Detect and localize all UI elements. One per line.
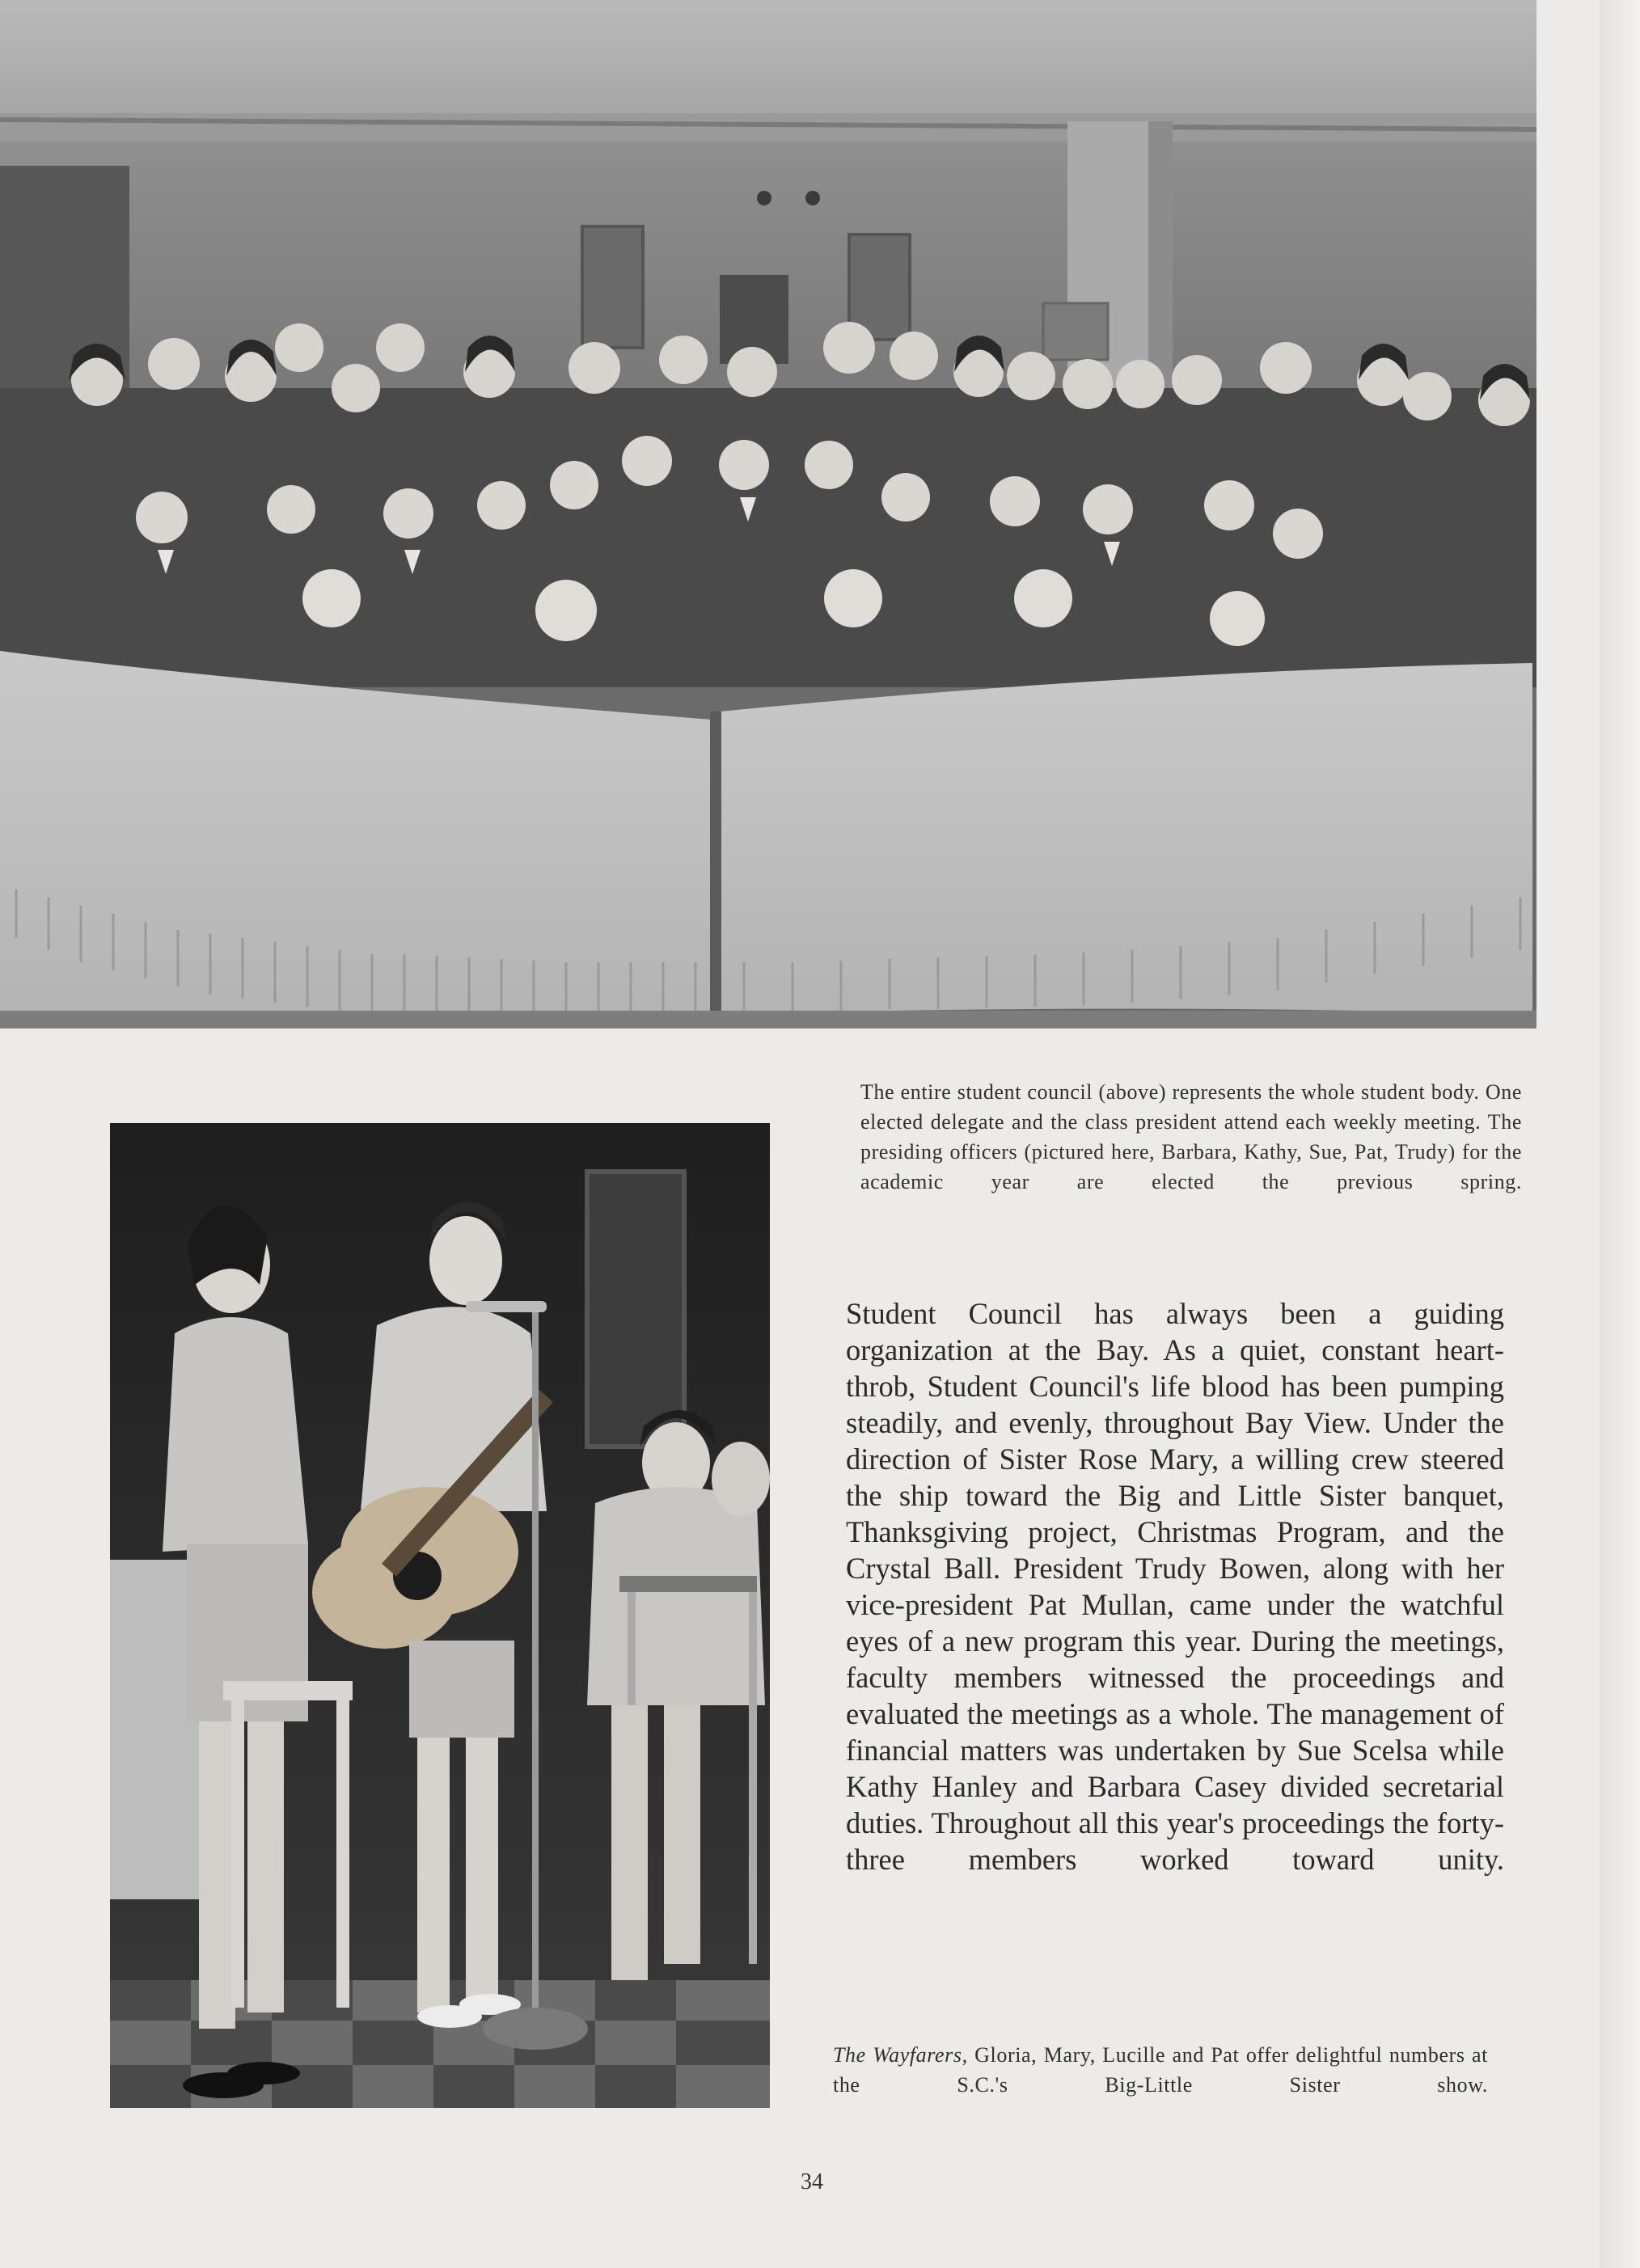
- article-body: Student Council has always been a guiding organization at the Bay. As a quiet, constant heart-throb, Student Council's life blood has been pumping steadily, and evenly, throughout Bay View. Under the direction of Sister Rose Mary, a willing crew steered the ship toward the Big and Little Sister banquet, Thanksgiving project, Christmas Program, and the Crystal Ball. President Trudy Bowen, along with her vice-president Pat Mullan, came under the watchful eyes of a new program this year. During the meetings, faculty members witnessed the proceedings and evaluated the meetings as a whole. The management of financial matters was undertaken by Sue Scelsa while Kathy Hanley and Barbara Casey divided secretarial duties. Throughout all this year's proceedings the forty-three members worked toward unity.: [846, 1297, 1504, 1876]
- top-photo-caption: The entire student council (above) represents the whole student body. One elected delegate and the class president attend each weekly meeting. The presiding officers (pictured here, Barbara, Kathy, Sue, Pat, Trudy) for the academic year are elected the previous spring.: [860, 1080, 1522, 1193]
- wayfarers-photo: [110, 1123, 770, 2108]
- student-council-photo: [0, 0, 1536, 1028]
- page-number: 34: [801, 2169, 823, 2194]
- page-edge: [1600, 0, 1640, 2268]
- bottom-photo-caption: [833, 2040, 1488, 2100]
- caption-title: The Wayfarers,: [833, 2043, 968, 2067]
- caption-text: Gloria, Mary, Lucille and Pat offer delightful numbers at the S.C.'s Big-Little Sister show.: [833, 2043, 1488, 2097]
